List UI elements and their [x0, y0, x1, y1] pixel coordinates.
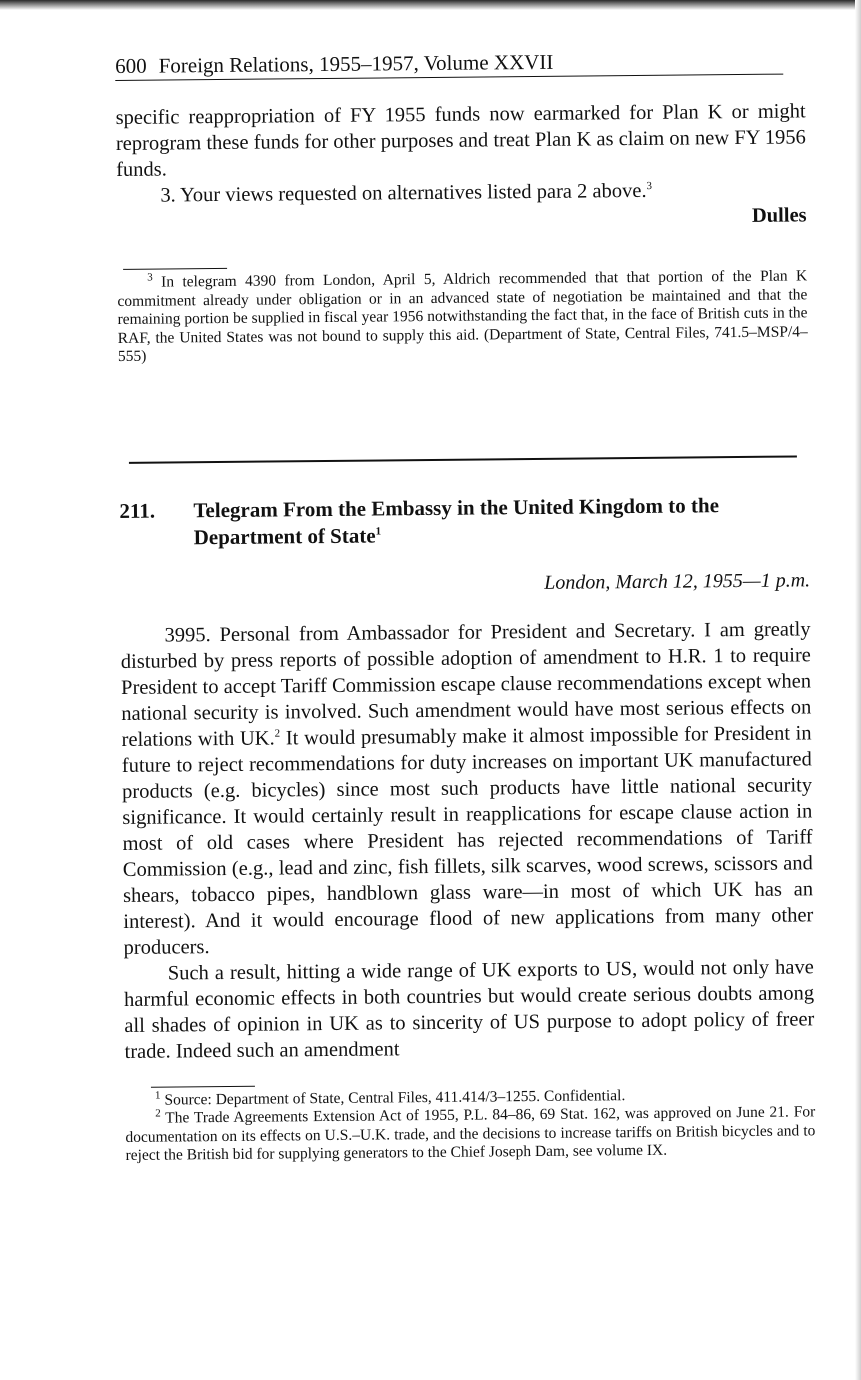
paragraph-1-part-a: 3995. Personal from Ambassador for President and Secretary. I am greatly disturbed by press reports of possible adoption of amendment to H.R. 1 to require President to accept Tariff Commission escape clause recommendations except when national security is involved. Such amendment would have most serious effects on relations with UK.	[120, 617, 812, 751]
telegram-paragraph-2: Such a result, hitting a wide range of UK exports to US, would not only have harmful economic effects in both countries but would create serious doubts among all shades of opinion in UK as to sincerity of US purpose to adopt policy of freer trade. Indeed such an amendment	[123, 955, 815, 1063]
telegram-paragraph-1	[120, 616, 813, 961]
footnote-marker-2: 2	[155, 1107, 161, 1120]
document-footnotes	[125, 1085, 816, 1166]
carryover-paragraph: specific reappropriation of FY 1955 funds now earmarked for Plan K or might reprogram these funds for other purposes and treat Plan K as claim on new FY 1956 funds.	[115, 100, 806, 181]
paragraph-1-part-b: It would presumably make it almost impossible for President in future to reject recommendations for duty increases on important UK manufactured products (e.g. bicycles) since most such products have little national security significance. It would certainly result in reapplications for escape clause action in most of old cases where President has rejected recommendations of Tariff Commission (e.g., lead and zinc, fish fillets, silk scarves, wood screws, scissors and shears, tobacco pipes, handblown glass ware—in most of which UK has an interest). And it would encourage flood of new applications from many other producers.	[121, 721, 814, 959]
footnote-ref-3: 3	[646, 180, 653, 193]
book-page	[115, 45, 816, 1165]
document-heading	[119, 491, 809, 552]
item-3-text: 3. Your views requested on alternatives listed para 2 above.	[160, 179, 647, 207]
scan-edge-shadow	[855, 0, 861, 1380]
footnote-ref-2: 2	[274, 727, 281, 740]
scan-top-shadow	[0, 0, 861, 10]
footnote-marker-1: 1	[154, 1088, 161, 1102]
running-head	[115, 46, 783, 81]
footnote-3-text: In telegram 4390 from London, April 5, Aldrich recommended that that portion of the Plan K commitment already under obligation or in an advanced state of negotiation be maintained and that the remaining portion be supplied in fiscal year 1956 notwithstanding the fact that, in the face of British cuts in the RAF, the United States was not bound to supply this aid. (Department of State, Central Files, 741.5–MSP/4–555)	[117, 267, 808, 365]
footnote-rule	[123, 268, 227, 270]
document-title-text: Telegram From the Embassy in the United Kingdom to the Department of State	[193, 492, 720, 549]
previous-footnotes	[117, 267, 808, 366]
running-head-title: Foreign Relations, 1955–1957, Volume XXVII	[158, 49, 554, 78]
document-number: 211.	[119, 498, 156, 523]
signature: Dulles	[751, 204, 807, 227]
footnote-marker-3: 3	[147, 271, 153, 284]
document-title	[193, 491, 809, 551]
footnote-rule	[151, 1085, 255, 1087]
page-number: 600	[115, 53, 147, 78]
document-separator-rule	[129, 455, 797, 463]
footnote-2	[125, 1103, 816, 1165]
footnote-ref-1: 1	[375, 524, 382, 538]
footnote-3	[117, 267, 808, 366]
dateline: London, March 12, 1955—1 p.m.	[544, 568, 811, 594]
footnote-1-text: Source: Department of State, Central Files, 411.414/3–1255. Confidential.	[164, 1086, 626, 1109]
footnote-2-text: The Trade Agreements Extension Act of 1955, P.L. 84–86, 69 Stat. 162, was approved on June 21. For documentation on its effects on U.S.–U.K. trade, and the decisions to increase tariffs on British bicycles and to reject the British bid for supplying generators to the Chief Joseph Dam, see volume IX.	[125, 1103, 816, 1164]
